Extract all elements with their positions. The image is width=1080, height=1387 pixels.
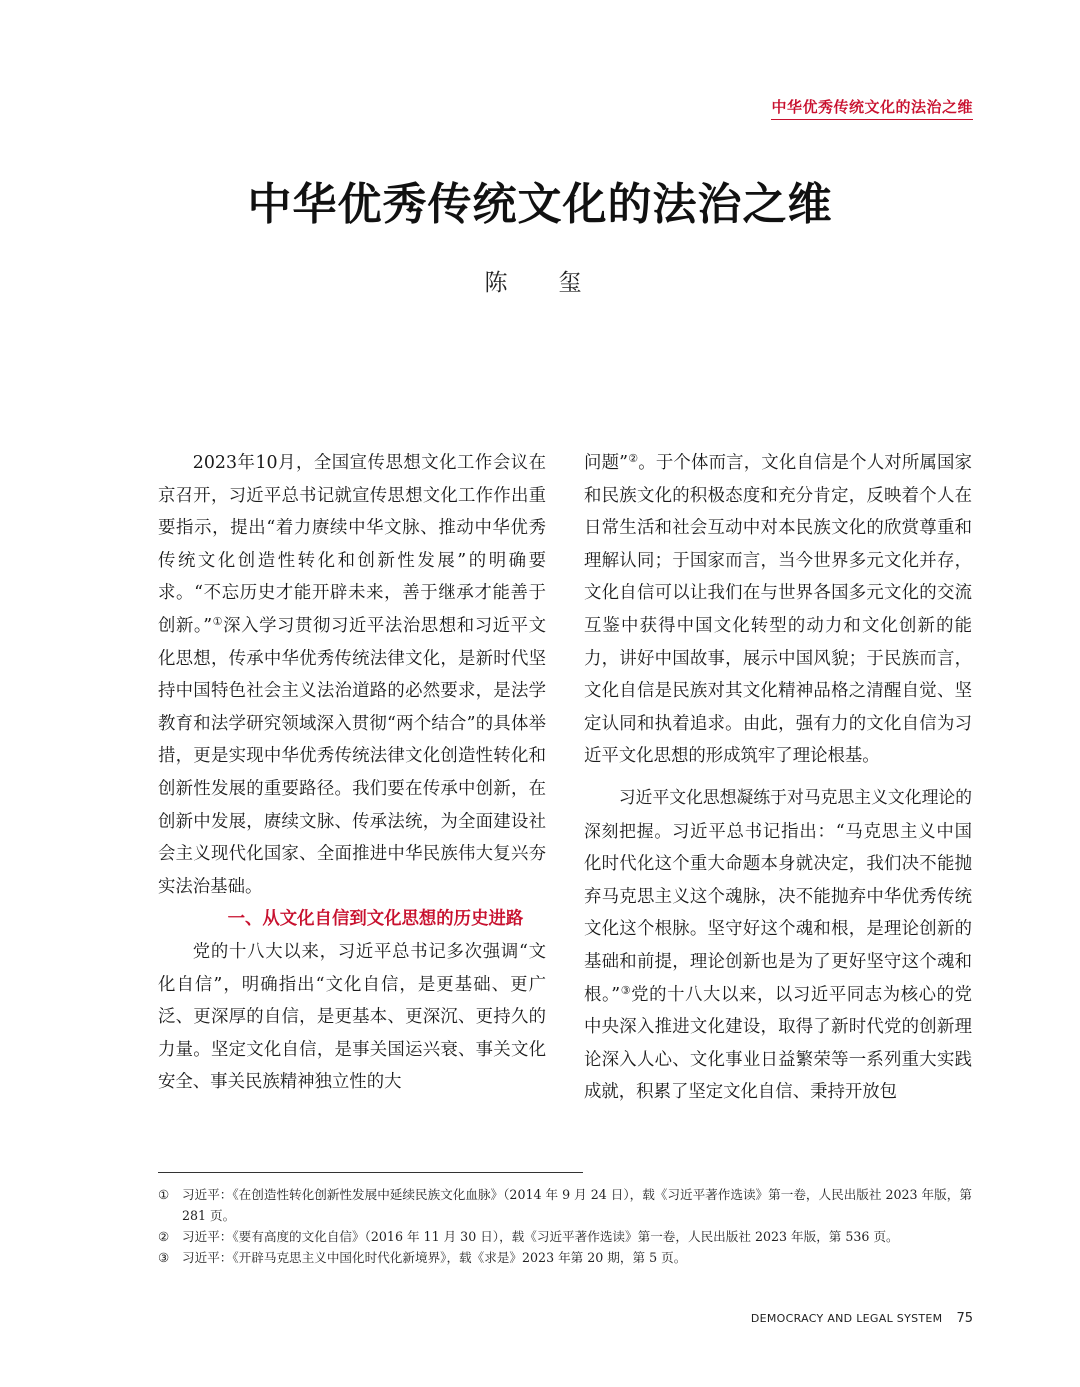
footnote-divider	[158, 1172, 583, 1173]
paragraph-text: 深入学习贯彻习近平法治思想和习近平文化思想，传承中华优秀传统法律文化，是新时代坚持中国特色社会主义法治道路的必然要求，是法学教育和法学研究领域深入贯彻“两个结合”的具体举措，更是实现中华优秀传统法律文化创造性转化和创新性发展的重要路径。我们要在传承中创新，在创新中发展，赓续文脉、传承法统，为全面建设社会主义现代化国家、全面推进中华民族伟大复兴夯实法治基础。	[158, 615, 546, 897]
body-paragraph: 党的十八大以来，习近平总书记多次强调“文化自信”，明确指出“文化自信，是更基础、更广泛、更深厚的自信，是更基本、更深沉、更持久的力量。坚定文化自信，是事关国运兴衰、事关文化安全、事关民族精神独立性的大	[158, 941, 546, 1093]
page-footer	[751, 1311, 973, 1326]
footnote-number: ②	[158, 1229, 170, 1244]
footnote-ref-2: ②	[628, 452, 639, 465]
footnote-text: 习近平：《要有高度的文化自信》（2016 年 11 月 30 日），载《习近平著作选读》第一卷，人民出版社 2023 年版，第 536 页。	[182, 1229, 899, 1244]
body-paragraph	[584, 781, 972, 1109]
running-header: 中华优秀传统文化的法治之维	[771, 96, 973, 120]
section-heading: 一、从文化自信到文化思想的历史进路	[227, 909, 524, 930]
emphasized-lead: 习近平文化思想凝练于对马克思主义文化理论的深刻把握。	[584, 786, 972, 841]
paragraph-text: 习近平总书记指出：“马克思主义中国化时代化这个重大命题本身就决定，我们决不能抛弃马克思主义这个魂脉，决不能抛弃中华优秀传统文化这个根脉。坚守好这个魂和根，是理论创新的基础和前提，理论创新也是为了更好坚守这个魂和根。”	[584, 821, 972, 1005]
footnote-number: ①	[158, 1187, 170, 1202]
footnote	[158, 1247, 978, 1268]
article-author: 陈 玺	[484, 270, 596, 296]
footnote-text: 习近平：《在创造性转化创新性发展中延续民族文化血脉》（2014 年 9 月 24 日），载《习近平著作选读》第一卷，人民出版社 2023 年版，第 281 页。	[182, 1187, 972, 1223]
paragraph-text: 2023年10月，全国宣传思想文化工作会议在京召开，习近平总书记就宣传思想文化工作作出重要指示，提出“着力赓续中华文脉、推动中华优秀传统文化创造性转化和创新性发展”的明确要求。“不忘历史才能开辟未来，善于继承才能善于创新。”	[158, 453, 546, 636]
paragraph-text: 。于个体而言，文化自信是个人对所属国家和民族文化的积极态度和充分肯定，反映着个人在日常生活和社会互动中对本民族文化的欣赏尊重和理解认同；于国家而言，当今世界多元文化并存，文化自信可以让我们在与世界各国多元文化的交流互鉴中获得中国文化转型的动力和文化创新的能力，讲好中国故事，展示中国风貌；于民族而言，文化自信是民族对其文化精神品格之清醒自觉、坚定认同和执着追求。由此，强有力的文化自信为习近平文化思想的形成筑牢了理论根基。	[584, 453, 972, 767]
footnotes	[158, 1184, 978, 1268]
footnote-number: ③	[158, 1250, 170, 1265]
footnote-ref-1: ①	[212, 614, 224, 628]
footnote	[158, 1226, 978, 1247]
page-number: 75	[956, 1311, 973, 1326]
journal-name: DEMOCRACY AND LEGAL SYSTEM	[750, 1312, 943, 1325]
footnote-ref-3: ③	[620, 983, 632, 997]
body-paragraph	[584, 447, 972, 773]
left-column	[158, 447, 546, 1099]
paragraph-text: 问题”	[584, 453, 629, 473]
right-column	[584, 447, 972, 1109]
paragraph-text: 党的十八大以来，以习近平同志为核心的党中央深入推进文化建设，取得了新时代党的创新理论深入人心、文化事业日益繁荣等一系列重大实践成就，积累了坚定文化自信、秉持开放包	[584, 984, 972, 1103]
body-paragraph	[158, 447, 546, 903]
article-title: 中华优秀传统文化的法治之维	[247, 179, 833, 230]
footnote-text: 习近平：《开辟马克思主义中国化时代化新境界》，载《求是》2023 年第 20 期，第 5 页。	[182, 1250, 687, 1265]
footnote	[158, 1184, 978, 1226]
